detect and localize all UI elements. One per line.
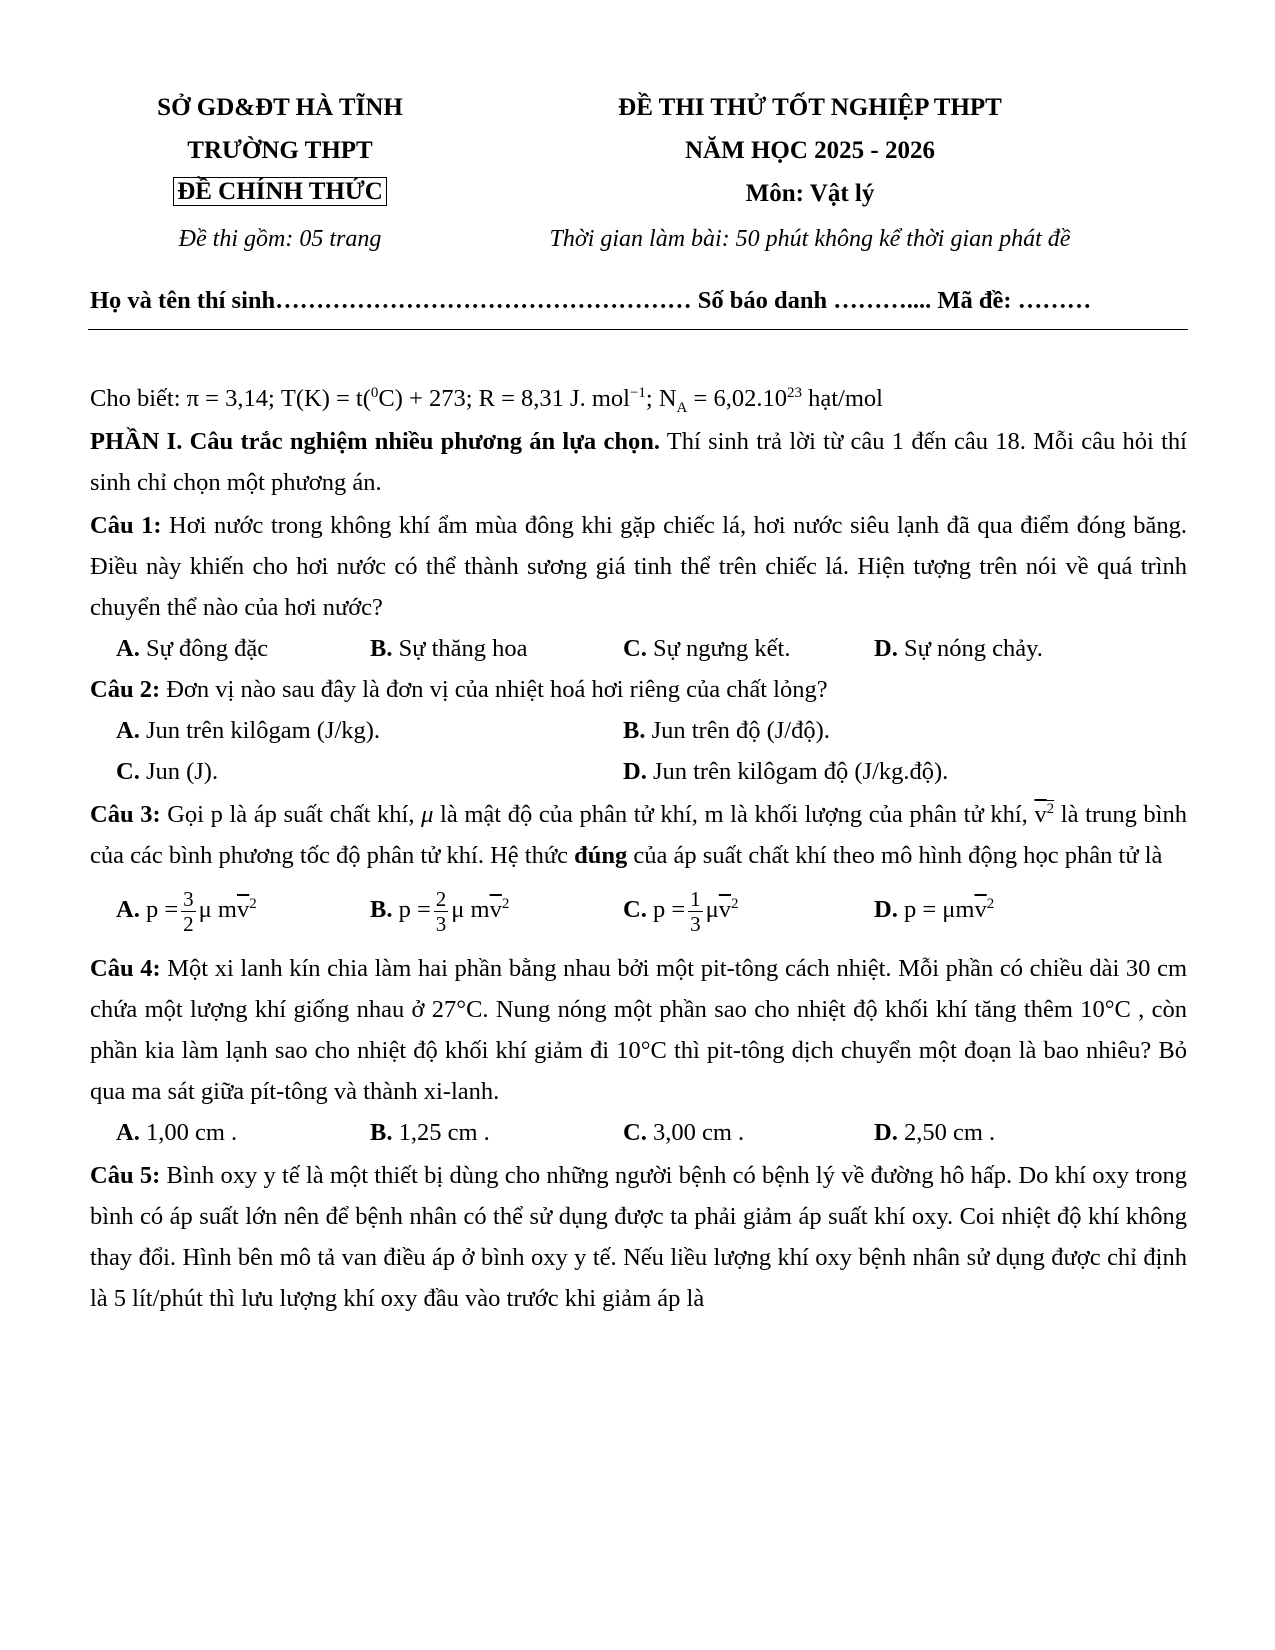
option-a[interactable]: A. Sự đông đặc [116, 635, 269, 662]
question-text: Đơn vị nào sau đây là đơn vị của nhiệt hoá hơi riêng của chất lỏng? [160, 676, 828, 703]
question-1-options [90, 628, 1187, 669]
section-1-intro: PHẦN I. Câu trắc nghiệm nhiều phương án lựa chọn. Thí sinh trả lời từ câu 1 đến câu 18. Mỗi câu hỏi thí sinh chỉ chọn một phương án. [90, 428, 1187, 496]
question-1 [90, 505, 1187, 628]
option-c[interactable]: C. 3,00 cm . [623, 1119, 745, 1146]
time-limit: Thời gian làm bài: 50 phút không kể thời gian phát đề [549, 226, 1071, 252]
section-1-title: PHẦN I. Câu trắc nghiệm nhiều phương án lựa chọn. [90, 428, 660, 455]
official-label-wrap [120, 178, 440, 206]
page-count: Đề thi gồm: 05 trang [178, 226, 382, 252]
question-label: Câu 2: [90, 676, 161, 703]
question-text: Bình oxy y tế là một thiết bị dùng cho những người bệnh có bệnh lý về đường hô hấp. Do khí oxy trong bình có áp suất lớn nên để bệnh nhân có thể sử dụng được ta phải giảm áp suất khí oxy. Coi nhiệt độ khí không thay đổi. Hình bên mô tả van điều áp ở bình oxy y tế. Nếu liều lượng khí oxy bệnh nhân sử dụng được chỉ định là 5 lít/phút thì lưu lượng khí oxy đầu vào trước khi giảm áp là [90, 1162, 1187, 1312]
option-c[interactable]: C. Jun (J). [116, 758, 219, 785]
option-d[interactable]: D. Sự nóng chảy. [874, 635, 1043, 662]
header-divider [88, 329, 1188, 330]
option-d[interactable]: D. 2,50 cm . [874, 1119, 996, 1146]
exam-code-field: Mã đề: ……… [937, 287, 1092, 314]
subject: Môn: Vật lý [745, 180, 875, 207]
option-c[interactable]: C. p = $\frac{1}{3}$ $\mu\overline{v}^2$ [623, 886, 739, 936]
candidate-name-field: Họ và tên thí sinh…………………………………………… [90, 287, 692, 314]
fraction: $\frac{1}{3}$ [690, 886, 701, 936]
option-d[interactable]: D. $p = \mu m\overline{v}^2$ [874, 895, 995, 923]
question-2-options-row2 [90, 751, 1187, 792]
question-2-options-row1 [90, 710, 1187, 751]
department-name: SỞ GD&ĐT HÀ TĨNH [157, 94, 403, 121]
exam-title: ĐỀ THI THỬ TỐT NGHIỆP THPT [618, 94, 1002, 121]
candidate-id-field: Số báo danh ……….... [697, 287, 932, 314]
exam-body [90, 378, 1187, 1319]
question-text: Hơi nước trong không khí ẩm mùa đông khi gặp chiếc lá, hơi nước siêu lạnh đã qua điểm đóng băng. Điều này khiến cho hơi nước có thể thành sương giá tinh thể trên chiếc lá. Hiện tượng trên nói về quá trình chuyển thể nào của hơi nước? [90, 512, 1187, 621]
question-3-options [90, 882, 1187, 938]
fraction: $\frac{3}{2}$ [183, 886, 194, 936]
option-b[interactable]: B. Sự thăng hoa [370, 635, 528, 662]
question-label: Câu 3: [90, 801, 161, 828]
option-a[interactable]: A. 1,00 cm . [116, 1119, 238, 1146]
option-b[interactable]: B. 1,25 cm . [370, 1119, 490, 1146]
question-3: Câu 3: Gọi p là áp suất chất khí, μ là mật độ của phân tử khí, m là khối lượng của phân tử khí, $\overline{v}^2$ là trung bình của các bình phương tốc độ phân tử khí. Hệ thức đúng của áp suất chất khí theo mô hình động học phân tử là [90, 800, 1187, 869]
option-a[interactable]: A. p = $\frac{3}{2}$ μ $m\overline{v}^2$ [116, 886, 257, 936]
question-label: Câu 4: [90, 955, 161, 982]
question-label: Câu 1: [90, 512, 162, 539]
question-2 [90, 669, 1187, 710]
school-name: TRƯỜNG THPT [187, 137, 373, 164]
option-b[interactable]: B. p = $\frac{2}{3}$ μ $m\overline{v}^2$ [370, 886, 510, 936]
option-d[interactable]: D. Jun trên kilôgam độ (J/kg.độ). [623, 758, 949, 785]
question-label: Câu 5: [90, 1162, 161, 1189]
option-a[interactable]: A. Jun trên kilôgam (J/kg). [116, 717, 381, 744]
candidate-line [90, 287, 1185, 315]
school-year: NĂM HỌC 2025 - 2026 [685, 137, 935, 164]
official-label: ĐỀ CHÍNH THỨC [173, 177, 387, 206]
question-5 [90, 1155, 1187, 1319]
given-constants: Cho biết: π = 3,14; T(K) = t($^0$C) + 273; R = 8,31 J. mol$^{-1}$; $N_A = 6,02.10^{23}$ hạt/mol [90, 384, 883, 416]
question-4-options [90, 1112, 1187, 1153]
option-b[interactable]: B. Jun trên độ (J/độ). [623, 717, 830, 744]
option-c[interactable]: C. Sự ngưng kết. [623, 635, 791, 662]
fraction: $\frac{2}{3}$ [435, 886, 447, 936]
question-4: Câu 4: Một xi lanh kín chia làm hai phần bằng nhau bởi một pit-tông cách nhiệt. Mỗi phần có chiều dài 30 cm chứa một lượng khí giống nhau ở 27°C. Nung nóng một phần sao cho nhiệt độ khối khí tăng thêm 10°C , còn phần kia làm lạnh sao cho nhiệt độ khối khí giảm đi 10°C thì pit-tông dịch chuyển một đoạn là bao nhiêu? Bỏ qua ma sát giữa pít-tông và thành xi-lanh. [90, 955, 1188, 1105]
